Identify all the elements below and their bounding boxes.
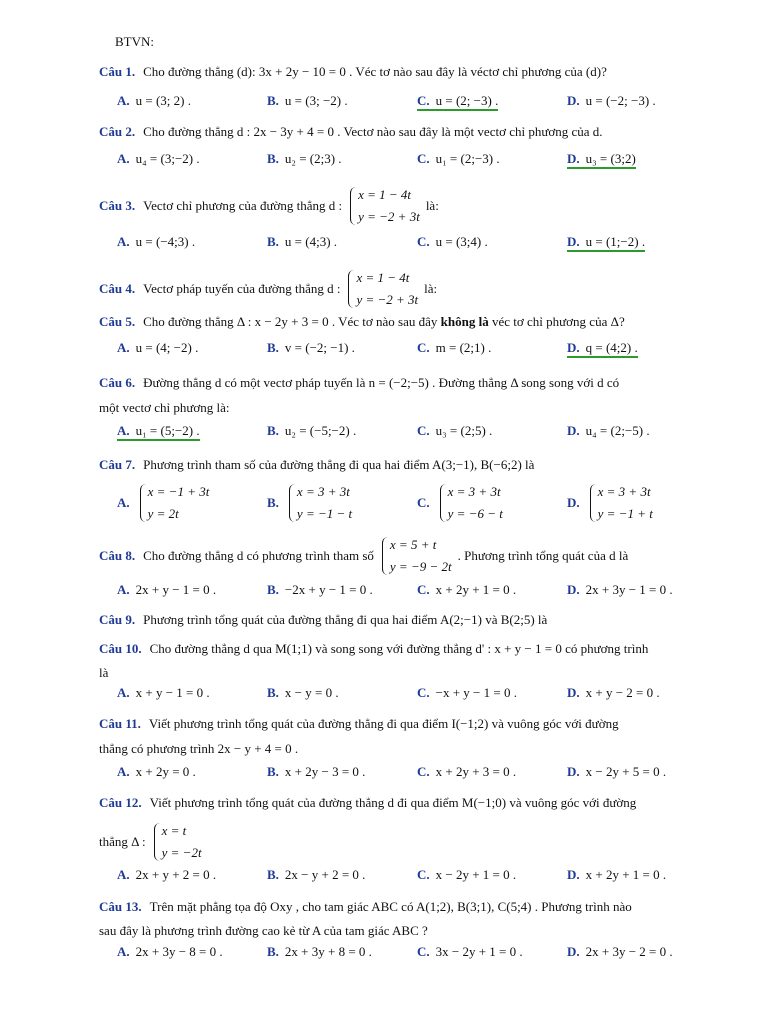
question-7: Câu 7. Phương trình tham số của đường thẳng đi qua hai điểm A(3;−1), B(−6;2) là <box>99 457 535 472</box>
option-a: A. 2x + 3y − 8 = 0 . <box>117 944 223 959</box>
option-c: C. −x + y − 1 = 0 . <box>417 685 517 700</box>
option-a: A. 2x + y + 2 = 0 . <box>117 867 217 882</box>
option-a: A. u = (3; 2) . <box>117 93 191 108</box>
option-d: D. 2x + 3y − 2 = 0 . <box>567 944 673 959</box>
question-1 <box>99 64 607 80</box>
question-5-options <box>0 340 768 360</box>
option-b: B. x = 3 + 3t y = −1 − t <box>267 481 358 525</box>
option-d-correct: D. u₃ = (3;2) <box>567 151 636 167</box>
option-d: D. u₄ = (2;−5) . <box>567 423 650 438</box>
option-b: B. 2x − y + 2 = 0 . <box>267 867 366 882</box>
option-c: C. u₃ = (2;5) . <box>417 423 493 438</box>
question-text: Cho đường thẳng d : 2x − 3y + 4 = 0 . Vectơ nào sau đây là một vectơ chỉ phương của d. <box>143 124 603 139</box>
parametric-system: x = 1 − 4t y = −2 + 3t <box>348 184 420 228</box>
option-d: D. 2x + 3y − 1 = 0 . <box>567 582 673 597</box>
question-12: Câu 12. Viết phương trình tổng quát của đường thẳng d đi qua điểm M(−1;0) và vuông góc với đường <box>99 795 637 810</box>
option-b: B. v = (−2; −1) . <box>267 340 355 355</box>
option-d: D. u = (−2; −3) . <box>567 93 656 108</box>
option-d-correct: D. u = (1;−2) . <box>567 234 645 250</box>
question-4: Câu 4. Vectơ pháp tuyến của đường thẳng d : x = 1 − 4t y = −2 + 3t là: <box>99 267 437 311</box>
option-c: C. m = (2;1) . <box>417 340 492 355</box>
option-c: C. u₁ = (2;−3) . <box>417 151 500 166</box>
parametric-system: x = t y = −2t <box>152 820 202 864</box>
option-c: C. 3x − 2y + 1 = 0 . <box>417 944 523 959</box>
question-11-options <box>0 764 768 784</box>
option-a-correct: A. u₁ = (5;−2) . <box>117 423 200 439</box>
option-b: B. 2x + 3y + 8 = 0 . <box>267 944 372 959</box>
question-label: Câu 2. <box>99 124 136 139</box>
question-10-line2: là <box>99 665 109 680</box>
option-b: B. u = (4;3) . <box>267 234 338 249</box>
question-11: Câu 11. Viết phương trình tổng quát của đường thẳng đi qua điểm I(−1;2) và vuông góc với đường <box>99 716 619 731</box>
question-label: Câu 10. <box>99 641 142 656</box>
option-c: C. u = (3;4) . <box>417 234 488 249</box>
question-3: Câu 3. Vectơ chỉ phương của đường thẳng d : x = 1 − 4t y = −2 + 3t là: <box>99 184 439 228</box>
question-label: Câu 11. <box>99 716 141 731</box>
option-d: D. x + 2y + 1 = 0 . <box>567 867 667 882</box>
option-a: A. u = (−4;3) . <box>117 234 196 249</box>
option-b: B. u = (3; −2) . <box>267 93 348 108</box>
question-10: Câu 10. Cho đường thẳng d qua M(1;1) và song song với đường thẳng d' : x + y − 1 = 0 có phương trình <box>99 641 649 656</box>
option-c-correct: C. u = (2; −3) . <box>417 93 498 109</box>
option-a: A. u₄ = (3;−2) . <box>117 151 200 166</box>
question-label: Câu 5. <box>99 314 136 329</box>
question-13-line2: sau đây là phương trình đường cao kẻ từ A của tam giác ABC ? <box>99 923 428 938</box>
question-label: Câu 6. <box>99 375 136 390</box>
option-c: C. x − 2y + 1 = 0 . <box>417 867 517 882</box>
option-a: A. x + y − 1 = 0 . <box>117 685 210 700</box>
question-11-line2: thẳng có phương trình 2x − y + 4 = 0 . <box>99 741 299 756</box>
page-title: BTVN: <box>115 34 154 49</box>
question-label: Câu 1. <box>99 64 136 79</box>
option-a: A. x = −1 + 3t y = 2t <box>117 481 215 525</box>
option-b: B. x + 2y − 3 = 0 . <box>267 764 366 779</box>
parametric-system: x = 5 + t y = −9 − 2t <box>380 534 452 578</box>
option-c: C. x + 2y + 1 = 0 . <box>417 582 517 597</box>
question-8-options <box>0 582 768 602</box>
option-d: D. x = 3 + 3t y = −1 + t <box>567 481 659 525</box>
option-a: A. u = (4; −2) . <box>117 340 199 355</box>
question-label: Câu 12. <box>99 795 142 810</box>
question-7-options <box>0 481 768 527</box>
question-label: Câu 8. <box>99 548 136 563</box>
question-12-options <box>0 867 768 887</box>
option-d: D. x + y − 2 = 0 . <box>567 685 660 700</box>
option-b: B. u₂ = (−5;−2) . <box>267 423 357 438</box>
question-1-options <box>0 93 768 113</box>
option-d: D. x − 2y + 5 = 0 . <box>567 764 667 779</box>
question-label: Câu 7. <box>99 457 136 472</box>
question-12-line2: thẳng Δ : x = t y = −2t <box>99 820 208 864</box>
option-c: C. x + 2y + 3 = 0 . <box>417 764 517 779</box>
option-a: A. x + 2y = 0 . <box>117 764 196 779</box>
question-2 <box>99 124 603 140</box>
question-2-options <box>0 151 768 171</box>
parametric-system: x = 1 − 4t y = −2 + 3t <box>346 267 418 311</box>
option-c: C. x = 3 + 3t y = −6 − t <box>417 481 509 525</box>
question-6: Câu 6. Đường thẳng d có một vectơ pháp tuyến là n = (−2;−5) . Đường thẳng Δ song song với d có <box>99 375 620 390</box>
question-5: Câu 5. Cho đường thẳng Δ : x − 2y + 3 = 0 . Véc tơ nào sau đây không là véc tơ chỉ phương của Δ? <box>99 314 625 329</box>
option-d-correct: D. q = (4;2) . <box>567 340 638 356</box>
question-6-options <box>0 423 768 443</box>
question-10-options <box>0 685 768 705</box>
question-label: Câu 13. <box>99 899 142 914</box>
option-b: B. x − y = 0 . <box>267 685 339 700</box>
question-13-options <box>0 944 768 964</box>
question-3-options <box>0 234 768 254</box>
question-6-line2: một vectơ chỉ phương là: <box>99 400 230 415</box>
question-text: Cho đường thẳng (d): 3x + 2y − 10 = 0 . Véc tơ nào sau đây là véctơ chỉ phương của (d)? <box>143 64 607 79</box>
question-label: Câu 4. <box>99 281 136 296</box>
question-label: Câu 9. <box>99 612 136 627</box>
option-b: B. u₂ = (2;3) . <box>267 151 342 166</box>
question-13: Câu 13. Trên mặt phẳng tọa độ Oxy , cho tam giác ABC có A(1;2), B(3;1), C(5;4) . Phương trình nào <box>99 899 632 914</box>
question-label: Câu 3. <box>99 198 136 213</box>
option-a: A. 2x + y − 1 = 0 . <box>117 582 217 597</box>
option-b: B. −2x + y − 1 = 0 . <box>267 582 373 597</box>
question-9: Câu 9. Phương trình tổng quát của đường thẳng đi qua hai điểm A(2;−1) và B(2;5) là <box>99 612 548 627</box>
question-8: Câu 8. Cho đường thẳng d có phương trình tham số x = 5 + t y = −9 − 2t . Phương trình tổng quát của d là <box>99 534 628 578</box>
